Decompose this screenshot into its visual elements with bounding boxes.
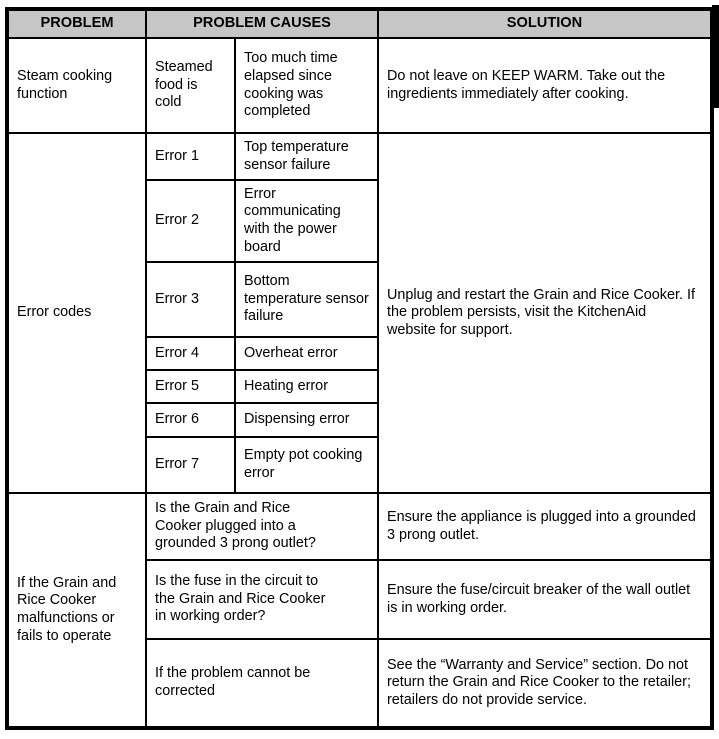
troubleshooting-table-frame bbox=[5, 7, 714, 730]
cause-question-cell: Is the Grain and Rice Cooker plugged into a grounded 3 prong outlet? bbox=[146, 493, 378, 560]
cause-cell: Steamed food is cold bbox=[146, 38, 235, 133]
error-code-cell: Error 3 bbox=[146, 262, 235, 337]
error-detail-cell: Empty pot cooking error bbox=[235, 437, 378, 493]
error-detail-cell: Error communicating with the power board bbox=[235, 180, 378, 262]
error-detail-cell: Top temperature sensor failure bbox=[235, 133, 378, 180]
error-detail-cell: Overheat error bbox=[235, 337, 378, 370]
table-row bbox=[8, 493, 711, 560]
solution-cell: See the “Warranty and Service” section. Do not return the Grain and Rice Cooker to the retailer; retailers do not provide service. bbox=[378, 639, 711, 727]
cause-question-cell: Is the fuse in the circuit to the Grain and Rice Cooker in working order? bbox=[146, 560, 378, 639]
page-edge-tab-marker bbox=[712, 5, 719, 108]
error-code-cell: Error 6 bbox=[146, 403, 235, 437]
error-detail-cell: Dispensing error bbox=[235, 403, 378, 437]
error-code-cell: Error 2 bbox=[146, 180, 235, 262]
problem-cell-error-codes: Error codes bbox=[8, 133, 146, 493]
table-header-row bbox=[8, 10, 711, 38]
cause-detail-cell: Too much time elapsed since cooking was completed bbox=[235, 38, 378, 133]
problem-cell-malfunctions: If the Grain and Rice Cooker malfunctions or fails to operate bbox=[8, 493, 146, 727]
cause-question-cell: If the problem cannot be corrected bbox=[146, 639, 378, 727]
error-code-cell: Error 4 bbox=[146, 337, 235, 370]
error-detail-cell: Bottom temperature sensor failure bbox=[235, 262, 378, 337]
error-detail-cell: Heating error bbox=[235, 370, 378, 403]
problem-cell-steam-cooking: Steam cooking function bbox=[8, 38, 146, 133]
troubleshooting-table bbox=[7, 9, 712, 728]
solution-cell: Ensure the fuse/circuit breaker of the wall outlet is in working order. bbox=[378, 560, 711, 639]
solution-cell: Do not leave on KEEP WARM. Take out the ingredients immediately after cooking. bbox=[378, 38, 711, 133]
error-code-cell: Error 1 bbox=[146, 133, 235, 180]
solution-cell: Unplug and restart the Grain and Rice Cooker. If the problem persists, visit the KitchenAid website for support. bbox=[378, 133, 711, 493]
solution-cell: Ensure the appliance is plugged into a grounded 3 prong outlet. bbox=[378, 493, 711, 560]
col-header-solution: SOLUTION bbox=[378, 10, 711, 38]
col-header-problem-causes: PROBLEM CAUSES bbox=[146, 10, 378, 38]
col-header-problem: PROBLEM bbox=[8, 10, 146, 38]
error-code-cell: Error 7 bbox=[146, 437, 235, 493]
table-row bbox=[8, 133, 711, 180]
error-code-cell: Error 5 bbox=[146, 370, 235, 403]
table-row bbox=[8, 38, 711, 133]
